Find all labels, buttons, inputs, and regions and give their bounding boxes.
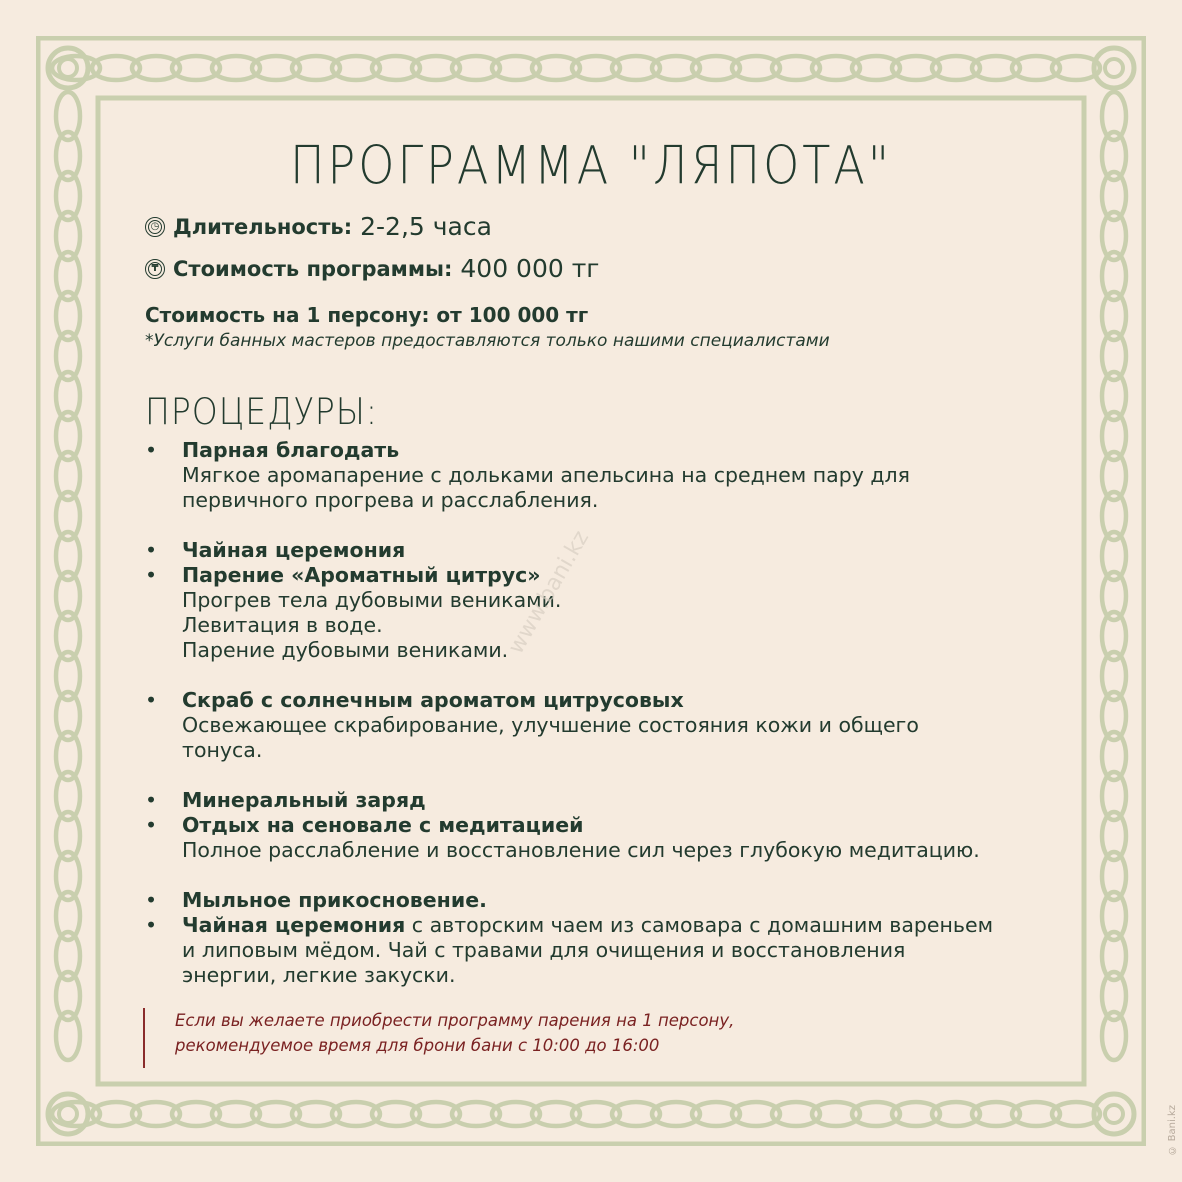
bullet-icon: • bbox=[145, 913, 158, 937]
procedures-heading: ПРОЦЕДУРЫ: bbox=[145, 390, 379, 433]
procedure-desc: Парение дубовыми вениками. bbox=[182, 638, 509, 662]
bullet-icon: • bbox=[145, 538, 158, 562]
procedure-desc-inline: с авторским чаем из самовара с домашним вареньем bbox=[405, 913, 994, 937]
copyright: © Bani.kz bbox=[1167, 1105, 1178, 1156]
bullet-icon: • bbox=[145, 813, 158, 837]
procedure-item bbox=[145, 788, 1065, 813]
duration-value: 2-2,5 часа bbox=[360, 212, 492, 241]
price-row bbox=[145, 254, 599, 283]
watermark: www.bani.kz bbox=[503, 526, 595, 659]
callout-line: Если вы желаете приобрести программу парения на 1 персону, bbox=[175, 1011, 735, 1030]
procedure-desc: Прогрев тела дубовыми вениками. bbox=[182, 588, 562, 612]
procedure-item bbox=[145, 888, 1065, 913]
bullet-icon: • bbox=[145, 563, 158, 587]
masters-note: *Услуги банных мастеров предоставляются только нашими специалистами bbox=[145, 331, 830, 351]
procedure-desc: первичного прогрева и расслабления. bbox=[182, 488, 599, 512]
bullet-icon: • bbox=[145, 688, 158, 712]
procedure-desc: Левитация в воде. bbox=[182, 613, 383, 637]
procedure-item bbox=[145, 563, 1065, 663]
procedure-name: Чайная церемония bbox=[182, 913, 406, 937]
procedure-desc: Освежающее скрабирование, улучшение состояния кожи и общего bbox=[182, 713, 919, 737]
procedure-desc: и липовым мёдом. Чай с травами для очищения и восстановления bbox=[182, 938, 906, 962]
procedure-item bbox=[145, 913, 1065, 988]
price-value: 400 000 тг bbox=[460, 254, 600, 283]
procedure-desc: энергии, легкие закуски. bbox=[182, 963, 456, 987]
procedure-name: Чайная церемония bbox=[182, 538, 406, 562]
procedure-desc: Мягкое аромапарение с дольками апельсина на среднем пару для bbox=[182, 463, 910, 487]
procedure-item bbox=[145, 813, 1065, 863]
tenge-icon: ₸ bbox=[145, 259, 165, 279]
bullet-icon: • bbox=[145, 438, 158, 462]
duration-row bbox=[145, 212, 492, 241]
page-title: ПРОГРАММА "ЛЯПОТА" bbox=[289, 134, 893, 197]
procedure-name: Отдых на сеновале с медитацией bbox=[182, 813, 584, 837]
per-person-price: Стоимость на 1 персону: от 100 000 тг bbox=[145, 303, 589, 327]
procedure-desc: Полное расслабление и восстановление сил через глубокую медитацию. bbox=[182, 838, 980, 862]
procedure-desc: тонуса. bbox=[182, 738, 263, 762]
procedure-name: Парная благодать bbox=[182, 438, 400, 462]
callout-line: рекомендуемое время для брони бани с 10:00 до 16:00 bbox=[175, 1036, 660, 1055]
price-label: Стоимость программы: bbox=[173, 256, 453, 281]
booking-callout bbox=[143, 1008, 734, 1068]
procedure-name: Минеральный заряд bbox=[182, 788, 426, 812]
procedure-name: Мыльное прикосновение. bbox=[182, 888, 487, 912]
procedure-item bbox=[145, 688, 1065, 763]
procedure-name: Скраб с солнечным ароматом цитрусовых bbox=[182, 688, 684, 712]
procedure-name: Парение «Ароматный цитрус» bbox=[182, 563, 541, 587]
bullet-icon: • bbox=[145, 788, 158, 812]
duration-label: Длительность: bbox=[173, 214, 353, 239]
clock-icon: ◷ bbox=[145, 217, 165, 237]
bullet-icon: • bbox=[145, 888, 158, 912]
procedure-item bbox=[145, 538, 1065, 563]
procedure-item bbox=[145, 438, 1065, 513]
